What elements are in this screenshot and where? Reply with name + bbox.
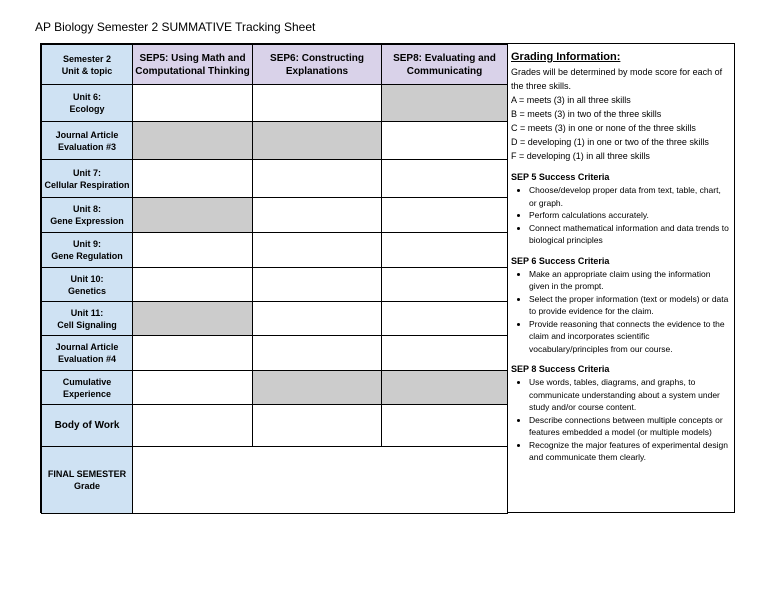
header-sep6: SEP6: Constructing Explanations xyxy=(253,45,382,85)
row-label-line2: Experience xyxy=(62,388,112,399)
tracking-sheet xyxy=(40,43,735,513)
header-unit-topic-line1: Semester 2 xyxy=(62,53,112,64)
table-row xyxy=(42,198,508,233)
header-unit-topic-line2: Unit & topic xyxy=(61,65,113,76)
row-label-final-grade xyxy=(42,447,133,514)
header-row xyxy=(42,45,508,85)
sep6-criteria-list xyxy=(511,268,730,356)
row-label-unit11 xyxy=(42,302,133,336)
row-label-journal3 xyxy=(42,122,133,160)
row-label-line1: Cumulative xyxy=(62,376,112,387)
row-label-unit7 xyxy=(42,160,133,198)
body-of-work-row xyxy=(42,405,508,447)
grade-d-line: D = developing (1) in one or two of the three skills xyxy=(511,137,709,147)
header-sep8: SEP8: Evaluating and Communicating xyxy=(382,45,508,85)
row-label-line1: Unit 8: xyxy=(73,204,101,214)
cell-sep8[interactable] xyxy=(382,160,508,198)
cell-sep5-shaded xyxy=(133,198,253,233)
row-label-line1: Unit 6: xyxy=(73,92,101,102)
table-row xyxy=(42,268,508,302)
table-row xyxy=(42,302,508,336)
cell-sep8[interactable] xyxy=(382,405,508,447)
grading-info-heading: Grading Information: xyxy=(511,51,621,63)
row-label-unit9 xyxy=(42,233,133,268)
table-row xyxy=(42,371,508,405)
cell-sep5[interactable] xyxy=(133,405,253,447)
criteria-item: • Choose/develop proper data from text, table, chart, or graph. xyxy=(529,184,730,209)
grading-info-panel xyxy=(507,44,734,512)
cell-sep8[interactable] xyxy=(382,302,508,336)
grade-b-line: B = meets (3) in two of the three skills xyxy=(511,109,662,119)
final-label-line2: Grade xyxy=(73,481,100,491)
cell-sep5[interactable] xyxy=(133,268,253,302)
cell-sep5-shaded xyxy=(133,302,253,336)
table-row xyxy=(42,233,508,268)
final-grade-row xyxy=(42,447,508,514)
criteria-item: • Use words, tables, diagrams, and graphs, to communicate understanding about a system under study and/or course content. xyxy=(529,376,730,414)
cell-sep5[interactable] xyxy=(133,160,253,198)
criteria-item: • Provide reasoning that connects the evidence to the claim and incorporates scientific vocabulary/principles from our course. xyxy=(529,318,730,356)
sep8-criteria-list xyxy=(511,376,730,464)
criteria-item: • Select the proper information (text or models) or data to provide evidence for the claim. xyxy=(529,293,730,318)
cell-sep8[interactable] xyxy=(382,233,508,268)
row-label-body-of-work: Body of Work xyxy=(42,405,133,447)
row-label-line2: Ecology xyxy=(69,104,105,114)
row-label-line2: Evaluation #3 xyxy=(57,141,117,152)
grade-f-line: F = developing (1) in all three skills xyxy=(511,151,650,161)
cell-sep6[interactable] xyxy=(253,302,382,336)
grade-c-line: C = meets (3) in one or none of the three skills xyxy=(511,123,696,133)
cell-sep5[interactable] xyxy=(133,85,253,122)
row-label-line1: Unit 11: xyxy=(70,307,104,318)
cell-sep5[interactable] xyxy=(133,233,253,268)
sep6-criteria-heading: SEP 6 Success Criteria xyxy=(511,255,610,266)
cell-sep6-shaded xyxy=(253,371,382,405)
criteria-item: • Make an appropriate claim using the information given in the prompt. xyxy=(529,268,730,293)
cell-sep6-shaded xyxy=(253,122,382,160)
row-label-journal4 xyxy=(42,336,133,371)
row-label-line1: Journal Article xyxy=(55,342,119,352)
sep5-criteria-list xyxy=(511,184,730,247)
row-label-line2: Evaluation #4 xyxy=(57,354,117,364)
table-row xyxy=(42,336,508,371)
cell-sep6[interactable] xyxy=(253,268,382,302)
cell-sep5-shaded xyxy=(133,122,253,160)
sheet-title: AP Biology Semester 2 SUMMATIVE Tracking Sheet xyxy=(35,20,316,34)
sep8-criteria-heading: SEP 8 Success Criteria xyxy=(511,364,610,374)
cell-sep5[interactable] xyxy=(133,371,253,405)
final-grade-cell[interactable] xyxy=(133,447,508,514)
row-label-cumulative xyxy=(42,371,133,405)
header-sep5: SEP5: Using Math and Computational Thinking xyxy=(133,45,253,85)
cell-sep5[interactable] xyxy=(133,336,253,371)
criteria-item: • Recognize the major features of experimental design and communicate them clearly. xyxy=(529,439,730,464)
row-label-line2: Gene Regulation xyxy=(51,251,123,261)
cell-sep8-shaded xyxy=(382,85,508,122)
cell-sep8-shaded xyxy=(382,371,508,405)
cell-sep6[interactable] xyxy=(253,160,382,198)
criteria-item: • Connect mathematical information and data trends to biological principles xyxy=(529,222,730,247)
sep5-criteria-heading: SEP 5 Success Criteria xyxy=(511,172,610,182)
cell-sep6[interactable] xyxy=(253,85,382,122)
grade-a-line: A = meets (3) in all three skills xyxy=(511,95,631,105)
row-label-line2: Genetics xyxy=(67,285,107,296)
row-label-line2: Cell Signaling xyxy=(57,319,117,330)
row-label-unit6 xyxy=(42,85,133,122)
cell-sep8[interactable] xyxy=(382,336,508,371)
row-label-line2: Gene Expression xyxy=(50,216,124,226)
header-unit-topic xyxy=(42,45,133,85)
cell-sep8[interactable] xyxy=(382,198,508,233)
row-label-unit8 xyxy=(42,198,133,233)
table-row xyxy=(42,122,508,160)
row-label-line1: Journal Article xyxy=(55,129,119,140)
cell-sep8[interactable] xyxy=(382,122,508,160)
tracking-table xyxy=(41,44,508,514)
cell-sep6[interactable] xyxy=(253,405,382,447)
cell-sep8[interactable] xyxy=(382,268,508,302)
cell-sep6[interactable] xyxy=(253,233,382,268)
row-label-line2: Cellular Respiration xyxy=(44,179,130,190)
criteria-item: • Describe connections between multiple concepts or features embedded a model (or multiple models) xyxy=(529,414,730,439)
final-label-line1: FINAL SEMESTER xyxy=(47,469,127,479)
row-label-unit10 xyxy=(42,268,133,302)
criteria-item: • Perform calculations accurately. xyxy=(529,209,730,222)
row-label-line1: Unit 7: xyxy=(73,167,101,178)
table-row xyxy=(42,85,508,122)
cell-sep6[interactable] xyxy=(253,336,382,371)
row-label-line1: Unit 9: xyxy=(73,239,101,249)
table-row xyxy=(42,160,508,198)
row-label-line1: Unit 10: xyxy=(70,273,104,284)
cell-sep6[interactable] xyxy=(253,198,382,233)
grading-line: Grades will be determined by mode score for each of the three skills. xyxy=(511,67,723,91)
